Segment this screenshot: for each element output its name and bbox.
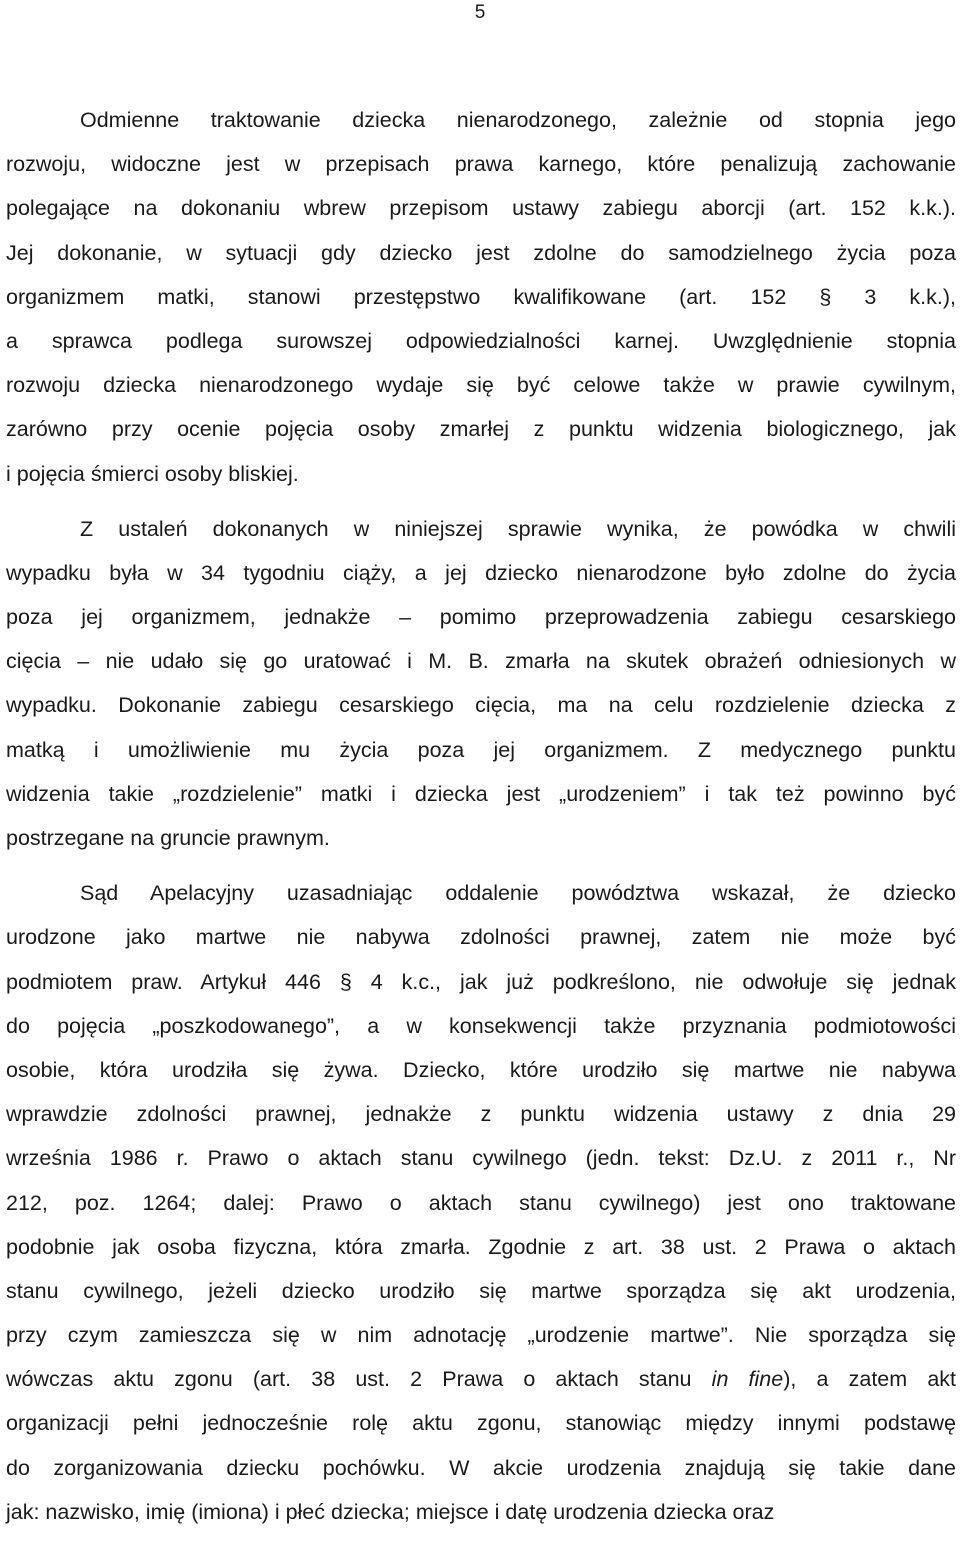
italic-fragment: in fine	[711, 1367, 784, 1392]
text-line: wypadku była w 34 tygodniu ciąży, a jej dziecko nienarodzone było zdolne do życia	[6, 560, 956, 585]
text-line: 212, poz. 1264; dalej: Prawo o aktach stanu cywilnego) jest ono traktowane	[6, 1190, 956, 1215]
text-line: matką i umożliwienie mu życia poza jej organizmem. Z medycznego punktu	[6, 737, 956, 762]
text-line: podobnie jak osoba fizyczna, która zmarła. Zgodnie z art. 38 ust. 2 Prawa o aktach	[6, 1234, 956, 1259]
text-line: września 1986 r. Prawo o aktach stanu cywilnego (jedn. tekst: Dz.U. z 2011 r., Nr	[6, 1146, 956, 1171]
text-line: zarówno przy ocenie pojęcia osoby zmarłej z punktu widzenia biologicznego, jak	[6, 417, 956, 442]
text-line: rozwoju dziecka nienarodzonego wydaje się być celowe także w prawie cywilnym,	[6, 373, 956, 398]
text-line: wypadku. Dokonanie zabiegu cesarskiego cięcia, ma na celu rozdzielenie dziecka z	[6, 693, 956, 718]
text-fragment: ), a zatem akt	[783, 1367, 957, 1392]
text-line: wówczas aktu zgonu (art. 38 ust. 2 Prawa o aktach stanu in fine), a zatem akt	[6, 1367, 957, 1392]
text-line: wprawdzie zdolności prawnej, jednakże z punktu widzenia ustawy z dnia 29	[6, 1102, 956, 1127]
text-line: podmiotem praw. Artykuł 446 § 4 k.c., jak już podkreślono, nie odwołuje się jednak	[6, 969, 956, 994]
text-line: poza jej organizmem, jednakże – pomimo przeprowadzenia zabiegu cesarskiego	[6, 605, 956, 630]
text-line: rozwoju, widoczne jest w przepisach prawa karnego, które penalizują zachowanie	[6, 152, 956, 177]
text-line: polegające na dokonaniu wbrew przepisom ustawy zabiegu aborcji (art. 152 k.k.).	[6, 196, 956, 221]
text-line: przy czym zamieszcza się w nim adnotację „urodzenie martwe”. Nie sporządza się	[6, 1323, 956, 1348]
text-line: urodzone jako martwe nie nabywa zdolności prawnej, zatem nie może być	[6, 925, 956, 950]
paragraph-1	[6, 98, 956, 496]
text-line: i pojęcia śmierci osoby bliskiej.	[6, 461, 299, 486]
document-body	[6, 98, 956, 1545]
text-line: jak: nazwisko, imię (imiona) i płeć dziecka; miejsce i datę urodzenia dziecka oraz	[6, 1499, 775, 1524]
text-line: a sprawca podlega surowszej odpowiedzialności karnej. Uwzględnienie stopnia	[6, 328, 956, 353]
text-line: stanu cywilnego, jeżeli dziecko urodziło się martwe sporządza się akt urodzenia,	[6, 1278, 956, 1303]
text-line: Odmienne traktowanie dziecka nienarodzonego, zależnie od stopnia jego	[80, 108, 956, 132]
text-line: cięcia – nie udało się go uratować i M. B. zmarła na skutek obrażeń odniesionych w	[6, 649, 956, 674]
text-line: Jej dokonanie, w sytuacji gdy dziecko jest zdolne do samodzielnego życia poza	[6, 240, 956, 265]
text-line: organizmem matki, stanowi przestępstwo kwalifikowane (art. 152 § 3 k.k.),	[6, 284, 956, 309]
text-line: widzenia takie „rozdzielenie” matki i dziecka jest „urodzeniem” i tak też powinno być	[6, 781, 956, 806]
text-line: do pojęcia „poszkodowanego”, a w konsekwencji także przyznania podmiotowości	[6, 1013, 956, 1038]
text-line: organizacji pełni jednocześnie rolę aktu zgonu, stanowiąc między innymi podstawę	[6, 1411, 956, 1436]
text-line: postrzegane na gruncie prawnym.	[6, 826, 330, 850]
text-line: Z ustaleń dokonanych w niniejszej sprawie wynika, że powódka w chwili	[80, 516, 956, 541]
paragraph-2	[6, 507, 956, 861]
paragraph-3	[6, 871, 956, 1534]
text-line: osobie, która urodziła się żywa. Dziecko, które urodziło się martwe nie nabywa	[6, 1057, 956, 1082]
text-line: do zorganizowania dziecku pochówku. W akcie urodzenia znajdują się takie dane	[6, 1455, 956, 1480]
text-line: Sąd Apelacyjny uzasadniając oddalenie powództwa wskazał, że dziecko	[80, 881, 956, 906]
page-number: 5	[474, 2, 486, 23]
